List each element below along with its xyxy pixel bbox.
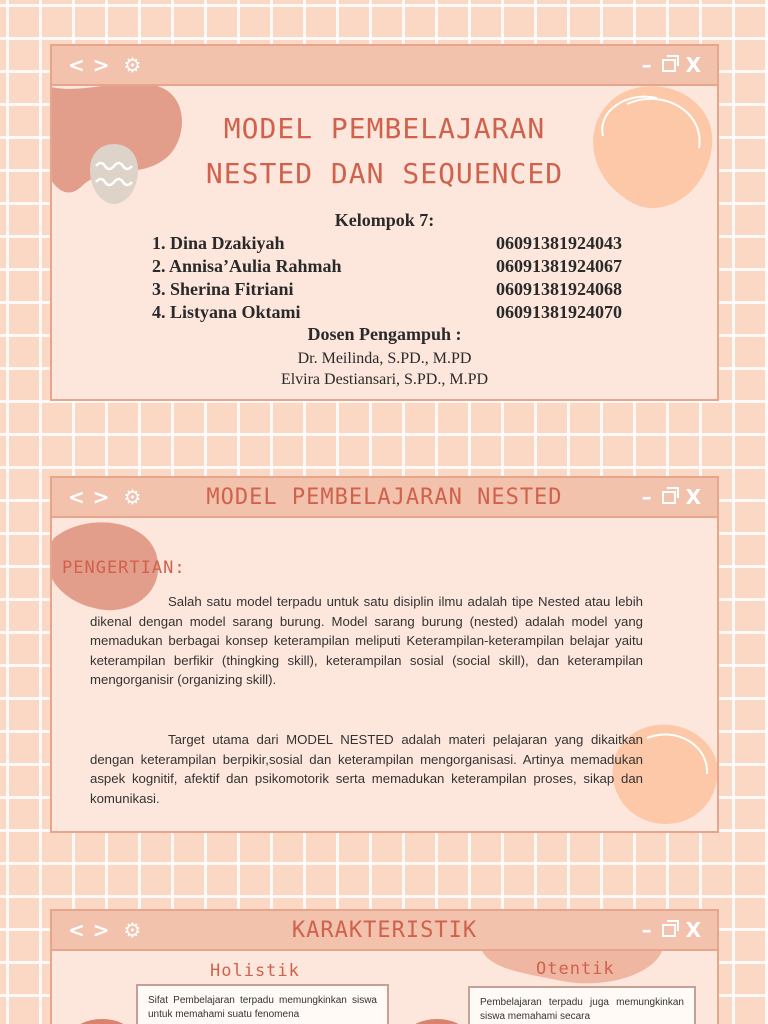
member-nim: 06091381924068 xyxy=(496,279,622,299)
member-name: 2. Annisa’Aulia Rahmah xyxy=(152,256,342,276)
slide2-title: MODEL PEMBELAJARAN NESTED xyxy=(206,485,563,510)
window-titlebar xyxy=(52,478,717,518)
gear-icon[interactable]: ⚙ xyxy=(123,918,142,942)
minimize-icon[interactable]: – xyxy=(641,53,652,77)
gear-icon[interactable]: ⚙ xyxy=(123,485,142,509)
close-icon[interactable]: X xyxy=(685,53,701,77)
minimize-icon[interactable]: – xyxy=(641,918,652,942)
close-icon[interactable]: X xyxy=(685,918,701,942)
member-name: 3. Sherina Fitriani xyxy=(152,279,294,299)
slide-window-3 xyxy=(50,909,719,1024)
member-nim: 06091381924043 xyxy=(496,233,622,253)
decor-blob-left xyxy=(72,1011,132,1024)
member-row xyxy=(152,301,622,324)
forward-icon[interactable]: > xyxy=(92,53,110,77)
slide-window-2 xyxy=(50,476,719,833)
minimize-icon[interactable]: – xyxy=(641,485,652,509)
window-controls xyxy=(642,486,701,508)
lecturer-name: Dr. Meilinda, S.PD., M.PD xyxy=(297,350,472,367)
maximize-icon[interactable] xyxy=(662,59,676,72)
slide3-title: KARAKTERISTIK xyxy=(291,918,478,943)
lecturer-name: Elvira Destiansari, S.PD., M.PD xyxy=(280,371,489,388)
maximize-icon[interactable] xyxy=(662,924,676,937)
back-icon[interactable]: < xyxy=(68,53,85,77)
member-name: 4. Listyana Oktami xyxy=(152,302,301,322)
slide1-title xyxy=(52,106,717,196)
paragraph-1: Salah satu model terpadu untuk satu disiplin ilmu adalah tipe Nested atau lebih dikenal dengan model sarang burung. Model sarang burung (nested) adalah model yang memadukan berbagai konsep keterampilan meliputi Keterampilan-keterampilan belajar yaitu keterampilan berfikir (thingking skill), keterampilan sosial (social skill), dan keterampilan mengorganisir (organizing skill). xyxy=(90,594,643,688)
title-line-1: MODEL PEMBELAJARAN xyxy=(223,112,546,145)
slide-window-1 xyxy=(50,44,719,401)
member-row xyxy=(152,232,622,255)
lecturer-list xyxy=(52,348,717,390)
member-row xyxy=(152,278,622,301)
group-label: Kelompok 7: xyxy=(334,210,435,230)
card-holistik: Sifat Pembelajaran terpadu memungkinkan siswa untuk memahami suatu fenomena xyxy=(136,984,389,1024)
lecturer-label: Dosen Pengampuh : xyxy=(307,324,462,344)
back-icon[interactable]: < xyxy=(68,918,85,942)
window-titlebar xyxy=(52,911,717,951)
maximize-icon[interactable] xyxy=(662,491,676,504)
back-icon[interactable]: < xyxy=(68,485,85,509)
heading-holistik: Holistik xyxy=(210,961,300,981)
close-icon[interactable]: X xyxy=(685,485,701,509)
window-controls xyxy=(642,54,701,76)
member-nim: 06091381924067 xyxy=(496,256,622,276)
paragraph-2: Target utama dari MODEL NESTED adalah materi pelajaran yang dikaitkan dengan keterampilan berpikir,sosial dan keterampilan mengorganisasi. Artinya memadukan aspek kognitif, afektif dan psikomotorik serta memadukan keterampilan proses, sikap dan komunikasi. xyxy=(90,732,643,806)
window-titlebar xyxy=(52,46,717,86)
member-name: 1. Dina Dzakiyah xyxy=(152,233,285,253)
window-nav xyxy=(68,54,141,76)
member-row xyxy=(152,255,622,278)
gear-icon[interactable]: ⚙ xyxy=(123,53,142,77)
member-list xyxy=(152,232,622,324)
card-otentik: Pembelajaran terpadu juga memungkinkan siswa memahami secara xyxy=(468,986,696,1024)
member-nim: 06091381924070 xyxy=(496,302,622,322)
forward-icon[interactable]: > xyxy=(92,485,110,509)
heading-otentik: Otentik xyxy=(536,959,615,979)
forward-icon[interactable]: > xyxy=(92,918,110,942)
section-label-pengertian: PENGERTIAN: xyxy=(62,558,186,578)
title-line-2: NESTED DAN SEQUENCED xyxy=(205,157,564,190)
window-controls xyxy=(642,919,701,941)
decor-blob-mid xyxy=(407,1011,467,1024)
